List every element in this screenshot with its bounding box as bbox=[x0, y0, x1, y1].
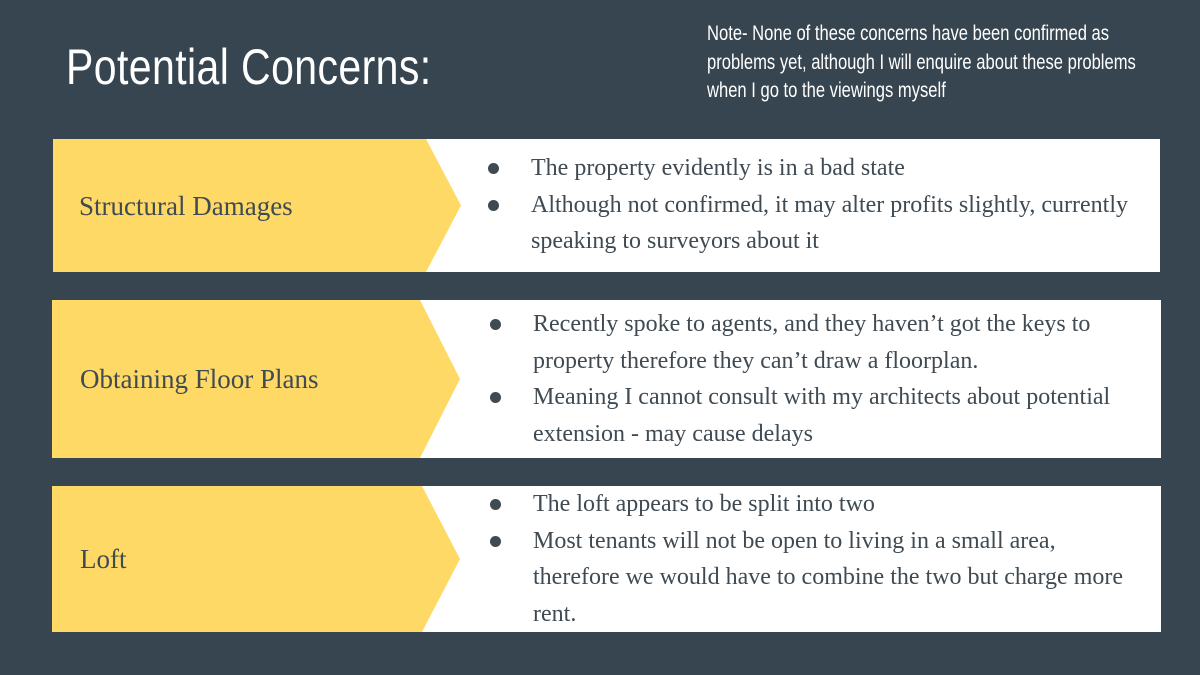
concern-label: Structural Damages bbox=[79, 190, 293, 221]
concern-label: Obtaining Floor Plans bbox=[80, 364, 319, 394]
bullet-point: Although not confirmed, it may alter profits slightly, currently speaking to surveyors about it bbox=[483, 187, 1143, 260]
concern-bullet-list bbox=[485, 306, 1145, 452]
concern-row-floor-plans bbox=[52, 300, 1161, 458]
bullet-point: The loft appears to be split into two bbox=[485, 486, 1145, 523]
slide-title: Potential Concerns: bbox=[66, 39, 432, 95]
bullet-point: The property evidently is in a bad state bbox=[483, 150, 1143, 187]
disclaimer-note: Note- None of these concerns have been confirmed as problems yet, although I will enquire about these problems when I go to the viewings myself bbox=[707, 22, 1136, 102]
bullet-point: Meaning I cannot consult with my architects about potential extension - may cause delays bbox=[485, 379, 1145, 452]
concern-row-loft bbox=[52, 486, 1161, 632]
concern-bullet-list bbox=[485, 486, 1145, 632]
concern-bullet-list bbox=[483, 150, 1143, 260]
concern-row-structural-damages bbox=[53, 139, 1160, 272]
bullet-point: Most tenants will not be open to living in a small area, therefore we would have to combine the two but charge more rent. bbox=[485, 523, 1145, 633]
concern-label: Loft bbox=[80, 544, 127, 574]
bullet-point: Recently spoke to agents, and they haven’t got the keys to property therefore they can’t draw a floorplan. bbox=[485, 306, 1145, 379]
